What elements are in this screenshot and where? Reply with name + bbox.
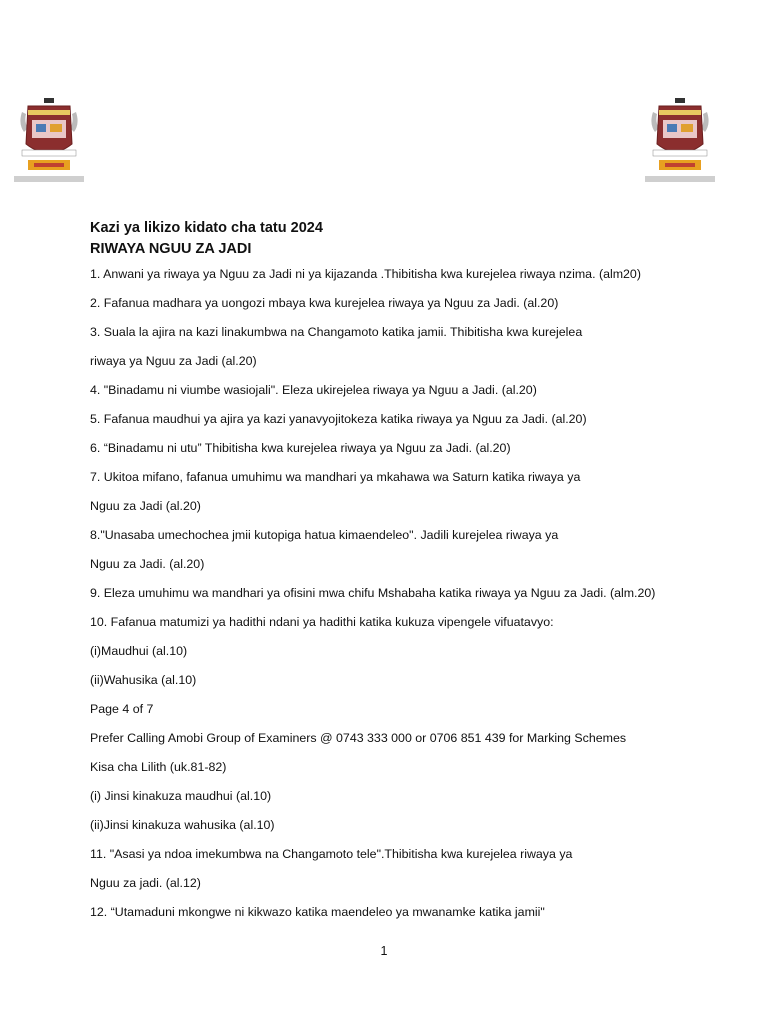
text-line: Nguu za jadi. (al.12) <box>90 876 201 890</box>
text-line: Nguu za Jadi (al.20) <box>90 499 201 513</box>
text-line: 2. Fafanua madhara ya uongozi mbaya kwa kurejelea riwaya ya Nguu za Jadi. (al.20) <box>90 296 559 310</box>
text-line: 5. Fafanua maudhui ya ajira ya kazi yanavyojitokeza katika riwaya ya Nguu za Jadi. (al.20) <box>90 412 587 426</box>
school-crest-left <box>14 98 84 186</box>
text-line: 11. "Asasi ya ndoa imekumbwa na Changamoto tele".Thibitisha kwa kurejelea riwaya ya <box>90 847 573 861</box>
text-line: Page 4 of 7 <box>90 702 154 716</box>
question-list <box>90 260 710 927</box>
text-line: Kisa cha Lilith (uk.81-82) <box>90 760 227 774</box>
document-body <box>90 218 710 927</box>
text-line: 10. Fafanua matumizi ya hadithi ndani ya hadithi katika kukuza vipengele vifuatavyo: <box>90 615 554 629</box>
text-line: 8."Unasaba umechochea jmii kutopiga hatua kimaendeleo". Jadili kurejelea riwaya ya <box>90 528 559 542</box>
text-line: (ii)Jinsi kinakuza wahusika (al.10) <box>90 818 275 832</box>
text-line: 7. Ukitoa mifano, fafanua umuhimu wa mandhari ya mkahawa wa Saturn katika riwaya ya <box>90 470 581 484</box>
text-line: riwaya ya Nguu za Jadi (al.20) <box>90 354 257 368</box>
text-line: (ii)Wahusika (al.10) <box>90 673 197 687</box>
text-line: 6. “Binadamu ni utu” Thibitisha kwa kurejelea riwaya ya Nguu za Jadi. (al.20) <box>90 441 511 455</box>
page-subtitle: RIWAYA NGUU ZA JADI <box>90 241 252 257</box>
text-line: Prefer Calling Amobi Group of Examiners @ 0743 333 000 or 0706 851 439 for Marking Schemes <box>90 731 627 745</box>
page-number: 1 <box>380 944 388 958</box>
text-line: 12. “Utamaduni mkongwe ni kikwazo katika maendeleo ya mwanamke katika jamii" <box>90 905 545 919</box>
text-line: 4. "Binadamu ni viumbe wasiojali". Eleza ukirejelea riwaya ya Nguu a Jadi. (al.20) <box>90 383 537 397</box>
text-line: Nguu za Jadi. (al.20) <box>90 557 205 571</box>
page-title: Kazi ya likizo kidato cha tatu 2024 <box>90 220 323 236</box>
text-line: 3. Suala la ajira na kazi linakumbwa na Changamoto katika jamii. Thibitisha kwa kurejelea <box>90 325 583 339</box>
text-line: 1. Anwani ya riwaya ya Nguu za Jadi ni ya kijazanda .Thibitisha kwa kurejelea riwaya nzima. (alm20) <box>90 267 641 281</box>
text-line: (i) Jinsi kinakuza maudhui (al.10) <box>90 789 272 803</box>
text-line: 9. Eleza umuhimu wa mandhari ya ofisini mwa chifu Mshabaha katika riwaya ya Nguu za Jadi. (alm.20) <box>90 586 656 600</box>
text-line: (i)Maudhui (al.10) <box>90 644 188 658</box>
school-crest-right <box>645 98 715 186</box>
